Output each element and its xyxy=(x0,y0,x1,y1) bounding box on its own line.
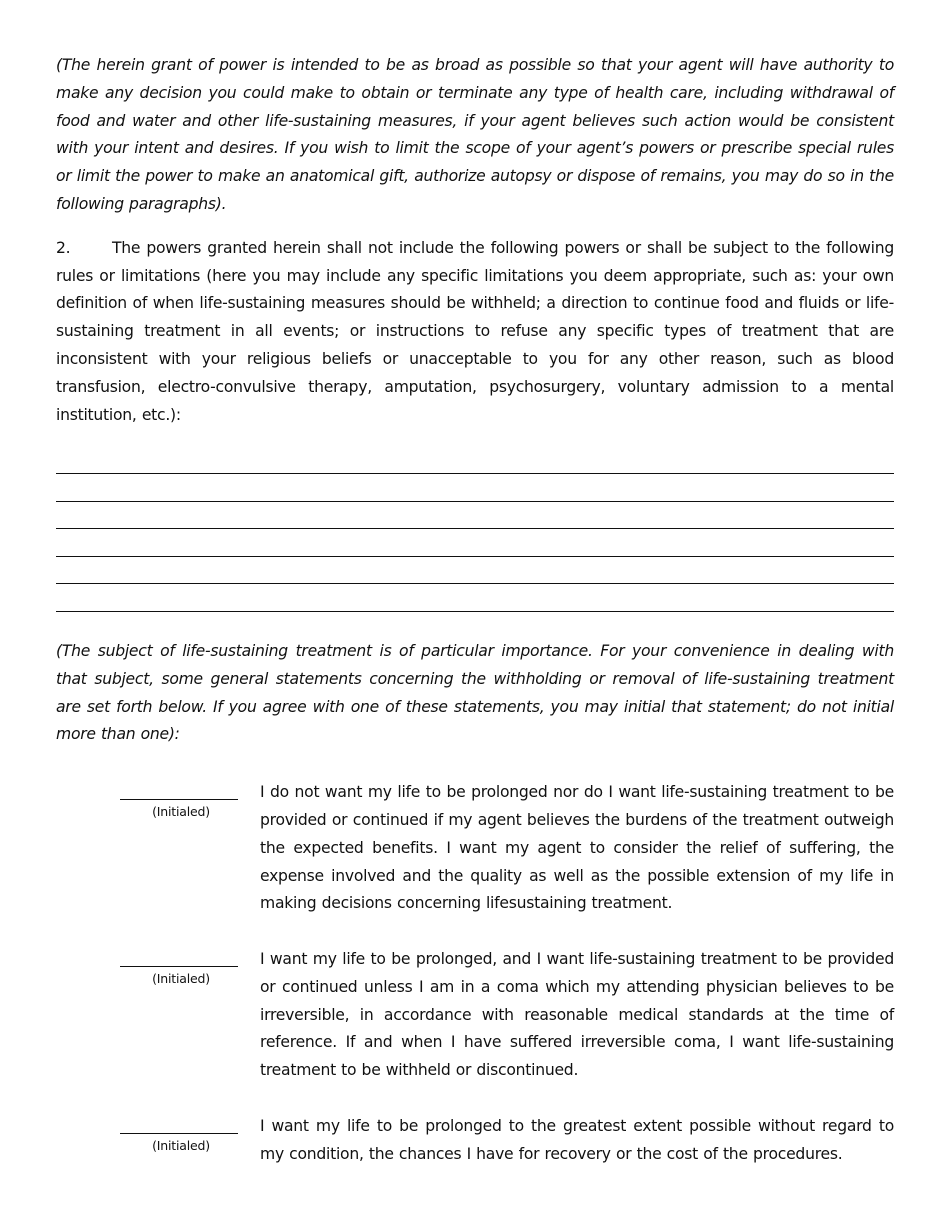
option-2-initial-area xyxy=(56,946,260,1085)
document-page xyxy=(56,52,894,1197)
limitations-line-5[interactable] xyxy=(56,557,894,585)
option-1-text: I do not want my life to be prolonged nor do I want life-sustaining treatment to be provided or continued if my agent believes the burdens of the treatment outweigh the expected benefits. I want my agent to consider the relief of suffering, the expense involved and the quality as well as the possible extension of my life in making decisions concerning lifesustaining treatment. xyxy=(260,783,894,913)
option-3-initial-label: (Initialed) xyxy=(152,1138,210,1154)
option-1-initial-area xyxy=(56,779,260,918)
limitations-line-6[interactable] xyxy=(56,584,894,612)
intro-note: (The herein grant of power is intended to be as broad as possible so that your agent will have authority to make any decision you could make to obtain or terminate any type of health care, including withdrawal of food and water and other life-sustaining measures, if your agent believes such action would be consistent with your intent and desires. If you wish to limit the scope of your agent’s powers or prescribe special rules or limit the power to make an anatomical gift, authorize autopsy or dispose of remains, you may do so in the following paragraphs). xyxy=(56,56,894,213)
limitations-line-4[interactable] xyxy=(56,529,894,557)
option-2 xyxy=(56,946,894,1085)
option-1-initial-label: (Initialed) xyxy=(152,804,210,820)
section-2-paragraph xyxy=(56,235,894,430)
option-3-text: I want my life to be prolonged to the greatest extent possible without regard to my condition, the chances I have for recovery or the cost of the procedures. xyxy=(260,1117,894,1163)
section-2-number: 2. xyxy=(56,238,71,257)
limitations-line-2[interactable] xyxy=(56,474,894,502)
option-2-text: I want my life to be prolonged, and I want life-sustaining treatment to be provided or continued unless I am in a coma which my attending physician believes to be irreversible, in accordance with reasonable medical standards at the time of reference. If and when I have suffered irreversible coma, I want life-sustaining treatment to be withheld or discontinued. xyxy=(260,950,894,1080)
life-sustaining-note: (The subject of life-sustaining treatment is of particular importance. For your convenience in dealing with that subject, some general statements concerning the withholding or removal of life-sustaining treatment are set forth below. If you agree with one of these statements, you may initial that statement; do not initial more than one): xyxy=(56,641,894,744)
option-1-initial-line[interactable] xyxy=(120,799,238,800)
option-3-initial-area xyxy=(56,1113,260,1169)
limitations-line-3[interactable] xyxy=(56,502,894,530)
option-1 xyxy=(56,779,894,918)
limitations-blank-lines xyxy=(56,446,894,612)
section-2-text: The powers granted herein shall not include the following powers or shall be subject to the following rules or limitations (here you may include any specific limitations you deem appropriate, such as: your own definition of when life-sustaining measures should be withheld; a direction to continue food and fluids or life-sustaining treatment in all events; or instructions to refuse any specific types of treatment that are inconsistent with your religious beliefs or unacceptable to you for any other reason, such as blood transfusion, electro-convulsive therapy, amputation, psychosurgery, voluntary admission to a mental institution, etc.): xyxy=(56,238,894,424)
option-3-initial-line[interactable] xyxy=(120,1133,238,1134)
option-3 xyxy=(56,1113,894,1169)
option-2-initial-line[interactable] xyxy=(120,966,238,967)
limitations-line-1[interactable] xyxy=(56,446,894,474)
option-2-initial-label: (Initialed) xyxy=(152,971,210,987)
